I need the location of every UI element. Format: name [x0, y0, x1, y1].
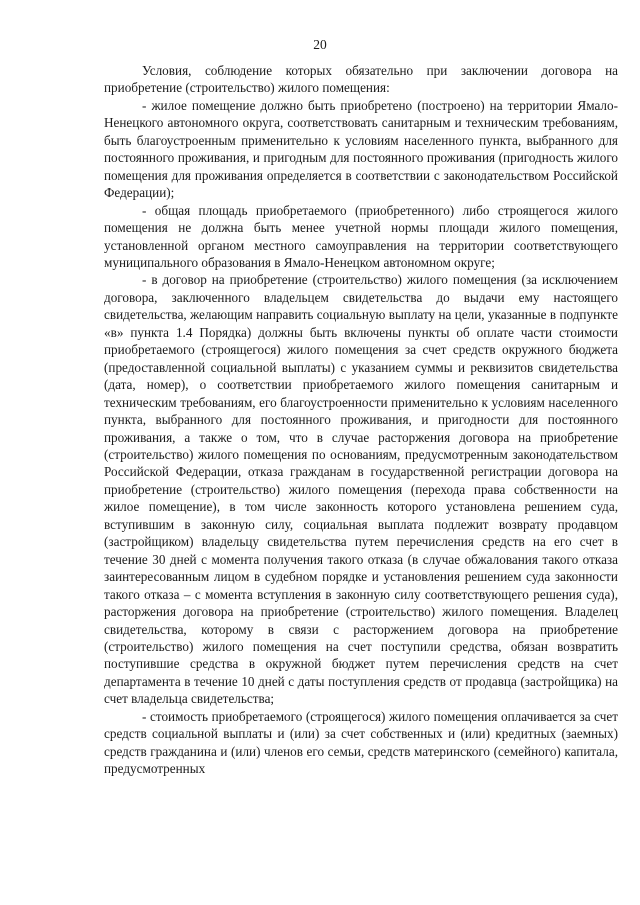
page-number: 20 — [313, 37, 327, 52]
paragraph-floor-area: - общая площадь приобретаемого (приобретенного) либо строящегося жилого помещения не должна быть менее учетной нормы площади жилого помещения, установленной органом местного самоуправления на территории соответствующего муниципального образования в Ямало-Ненецком автономном округе; — [104, 202, 618, 270]
paragraph-housing-requirements: - жилое помещение должно быть приобретено (построено) на территории Ямало-Ненецкого автономного округа, соответствовать санитарным и техническим требованиям, быть благоустроенным применительно к условиям населенного пункта, выбранного для постоянного проживания, и пригодным для постоянного проживания (пригодность жилого помещения для проживания определяется в соответствии с законодательством Российской Федерации); — [104, 97, 618, 201]
paragraph-cost-payment: - стоимость приобретаемого (строящегося) жилого помещения оплачивается за счет средств социальной выплаты и (или) за счет собственных и (или) кредитных (заемных) средств гражданина и (или) членов его семьи, средств материнского (семейного) капитала, предусмотренных — [104, 708, 618, 777]
paragraph-conditions-intro: Условия, соблюдение которых обязательно при заключении договора на приобретение (строительство) жилого помещения: — [104, 63, 618, 96]
document-body — [104, 62, 618, 778]
paragraph-contract-clauses: - в договор на приобретение (строительство) жилого помещения (за исключением договора, заключенного владельцем свидетельства до выдачи ему настоящего свидетельства, желающим направить социальную выплату на цели, указанные в подпункте «в» пункта 1.4 Порядка) должны быть включены пункты об оплате части стоимости приобретаемого (строящегося) жилого помещения за счет средств окружного бюджета (предоставленной социальной выплаты) с указанием суммы и реквизитов свидетельства (дата, номер), о соответствии приобретаемого жилого помещения санитарным и техническим требованиям, его благоустроенности применительно к условиям населенного пункта, выбранного для постоянного проживания, и пригодности для постоянного проживания, а также о том, что в случае расторжения договора на приобретение (строительство) жилого помещения по основаниям, предусмотренным законодательством Российской Федерации, отказа гражданам в государственной регистрации договора на приобретение (строительство) жилого помещения (перехода права собственности на жилое помещение), в том числе законность которого установлена решением суда, вступившим в законную силу, социальная выплата подлежит возврату продавцом (застройщиком) владельцу свидетельства путем перечисления средств на его счет в течение 30 дней с момента получения такого отказа (в случае обжалования такого отказа заинтересованным лицом в судебном порядке и установления решением суда законности такого отказа – с момента вступления в законную силу соответствующего решения суда), расторжения договора на приобретение (строительство) жилого помещения. Владелец свидетельства, которому в связи с расторжением договора на приобретение (строительство) жилого помещения на счет поступили средства, обязан возвратить поступившие средства в окружной бюджет путем перечисления средств на счет департамента в течение 10 дней с даты поступления средств от продавца (застройщика) на счет владельца свидетельства; — [104, 272, 618, 707]
